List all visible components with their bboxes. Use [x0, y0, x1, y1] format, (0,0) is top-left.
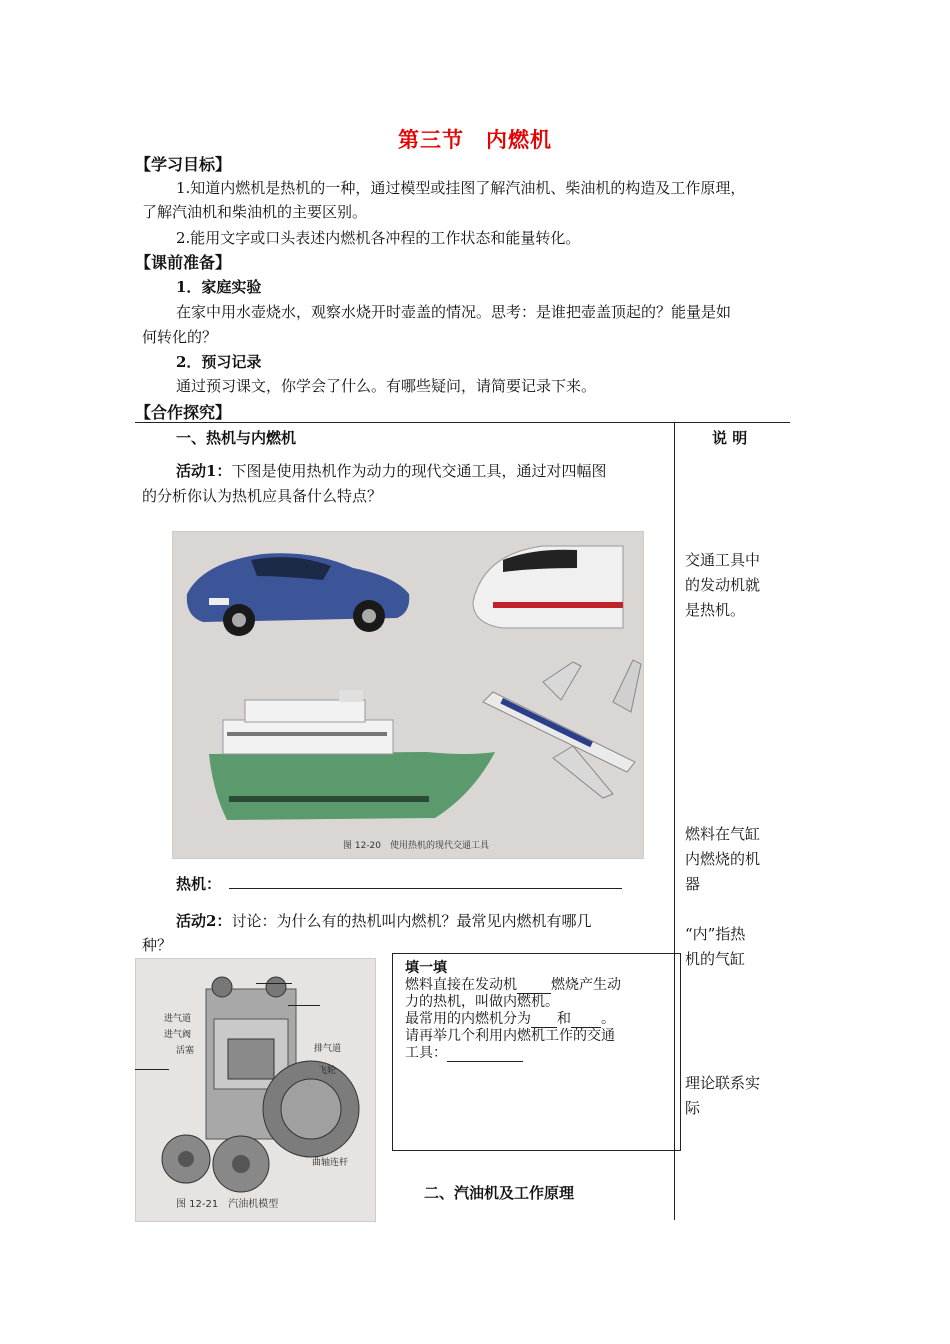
engine-blank-1[interactable] [256, 983, 292, 984]
fill-line-1 [405, 977, 668, 994]
fill-title: 填一填 [405, 960, 447, 976]
note-2-line-3: 器 [685, 875, 701, 893]
figure2-caption: 图 12-21 汽油机模型 [176, 1199, 279, 1210]
ship-image [209, 690, 495, 820]
label-piston: 活塞 [176, 1046, 195, 1056]
note-4 [685, 1071, 780, 1121]
goal-line-1: 1.知道内燃机是热机的一种，通过模型或挂图了解汽油机、柴油机的构造及工作原理， [176, 179, 746, 197]
label-intake-valve: 进气阀 [164, 1030, 192, 1040]
note-1-line-2: 的发动机就 [685, 576, 761, 594]
goal-line-2: 了解汽油机和柴油机的主要区别。 [142, 203, 368, 221]
fill-line-1a: 燃料直接在发动机 [405, 977, 517, 993]
engine-illustration [136, 959, 375, 1221]
fill-blank-4[interactable] [447, 1061, 523, 1062]
car-image [187, 553, 409, 636]
label-intake-duct: 进气道 [164, 1014, 192, 1024]
fill-line-3a: 最常用的内燃机分为 [405, 1011, 531, 1027]
activity2-line-2: 种？ [142, 936, 173, 954]
activity1-text: 下图是使用热机作为动力的现代交通工具，通过对四幅图 [231, 462, 607, 480]
note-1-line-1: 交通工具中 [685, 551, 761, 569]
prep-sub2-text: 通过预习课文，你学会了什么。有哪些疑问，请简要记录下来。 [176, 377, 597, 395]
fill-line-5a: 工具： [405, 1045, 447, 1061]
prep-heading: 【课前准备】 [135, 253, 232, 272]
section2-heading: 二、汽油机及工作原理 [424, 1184, 575, 1202]
engine-blank-2[interactable] [288, 1005, 320, 1006]
transport-illustration [173, 532, 643, 858]
fill-line-5 [405, 1045, 668, 1062]
note-2-line-1: 燃料在气缸 [685, 825, 761, 843]
page-title: 第三节 内燃机 [398, 127, 552, 152]
goals-heading: 【学习目标】 [135, 155, 232, 174]
note-3-line-1: “内”指热 [685, 925, 746, 943]
activity1-line-2: 的分析你认为热机应具备什么特点？ [142, 487, 383, 505]
label-flywheel: 飞轮 [318, 1066, 337, 1076]
note-3 [685, 922, 780, 972]
note-2-line-2: 内燃烧的机 [685, 850, 761, 868]
note-3-line-2: 机的气缸 [685, 950, 746, 968]
transport-photo [172, 531, 644, 859]
engine-photo [135, 958, 376, 1222]
fill-line-3b: 和 [557, 1011, 571, 1027]
prep-sub2: 2．预习记录 [176, 353, 262, 371]
prep-sub1-text-1: 在家中用水壶烧水，观察水烧开时壶盖的情况。思考：是谁把壶盖顶起的？能量是如 [176, 303, 732, 321]
note-4-line-1: 理论联系实 [685, 1074, 761, 1092]
label-exhaust-duct: 排气道 [314, 1044, 342, 1054]
figure1-caption: 图 12-20 使用热机的现代交通工具 [343, 841, 490, 851]
airplane-image [483, 660, 641, 798]
activity2-label: 活动2： [176, 912, 232, 930]
fill-line-1b: 燃烧产生动 [551, 977, 621, 993]
table-top-border [135, 422, 790, 423]
activity1-line-1 [176, 458, 606, 484]
engine-blank-3[interactable] [135, 1069, 169, 1070]
train-image [473, 546, 623, 628]
prep-sub1: 1．家庭实验 [176, 278, 262, 296]
coop-heading: 【合作探究】 [135, 403, 232, 422]
activity1-label: 活动1： [176, 462, 232, 480]
fill-in-box [392, 953, 681, 1151]
prep-sub1-text-2: 何转化的？ [142, 328, 218, 346]
note-2 [685, 822, 780, 897]
activity2-line-1 [176, 908, 591, 934]
heat-engine-blank[interactable] [229, 888, 622, 889]
goal-line-3: 2.能用文字或口头表述内燃机各冲程的工作状态和能量转化。 [176, 229, 581, 247]
notes-header: 说 明 [712, 429, 748, 447]
activity2-text: 讨论：为什么有的热机叫内燃机？最常见内燃机有哪几 [231, 912, 592, 930]
fill-line-2: 力的热机，叫做内燃机。 [405, 994, 559, 1010]
fill-line-3c: 。 [601, 1011, 615, 1027]
fill-line-4: 请再举几个利用内燃机工作的交通 [405, 1028, 615, 1044]
note-1 [685, 548, 780, 623]
heat-engine-label: 热机： [176, 875, 222, 893]
fill-line-3 [405, 1011, 668, 1028]
label-crankshaft: 曲轴连杆 [312, 1158, 349, 1168]
note-1-line-3: 是热机。 [685, 601, 746, 619]
section1-heading: 一、热机与内燃机 [176, 429, 297, 447]
note-4-line-2: 际 [685, 1099, 701, 1117]
